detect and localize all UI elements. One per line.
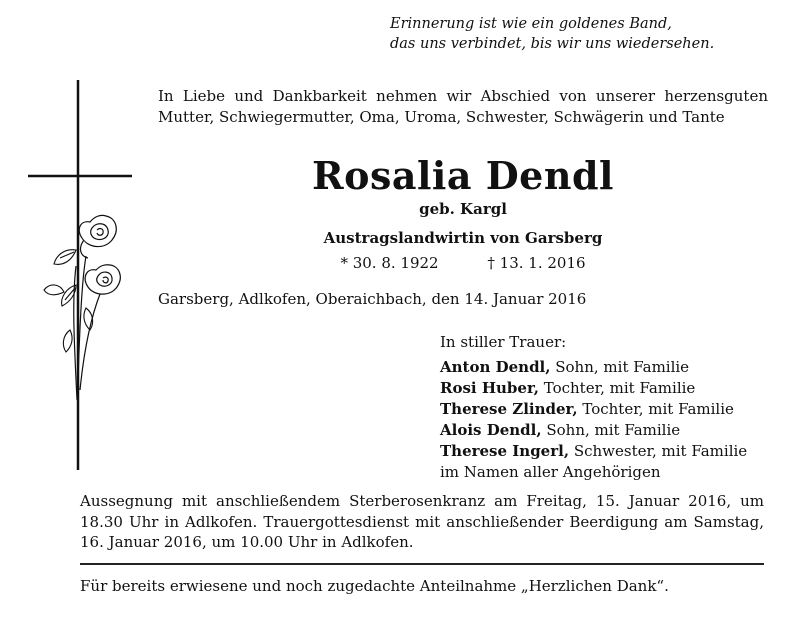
maiden-name: geb. Kargl [419, 200, 507, 218]
deceased-name: Rosalia Dendl [312, 153, 614, 198]
mourner-relation: Schwester, mit Familie [569, 442, 748, 460]
mourner-name: Therese Ingerl, [440, 442, 570, 460]
mourner-entry [440, 420, 747, 441]
life-dates [158, 254, 768, 272]
mourner-relation: Sohn, mit Familie [541, 421, 681, 439]
mourner-relation: Tochter, mit Familie [577, 400, 734, 418]
mourner-name: Rosi Huber, [440, 379, 539, 397]
mourner-name: Anton Dendl, [440, 358, 551, 376]
quote-line-2: das uns verbindet, bis wir uns wiedersehen. [390, 36, 715, 52]
death-date: † 13. 1. 2016 [487, 254, 586, 272]
occupation: Austragslandwirtin von Garsberg [323, 229, 603, 247]
divider [80, 563, 764, 565]
mourner-relation: Sohn, mit Familie [550, 358, 690, 376]
quote-line-1: Erinnerung ist wie ein goldenes Band, [390, 16, 672, 32]
funeral-details: Aussegnung mit anschließendem Sterberosenkranz am Freitag, 15. Januar 2016, um 18.30 Uhr in Adlkofen. Trauergottesdienst mit anschließender Beerdigung am Samstag, 16. Januar 2016, um 10.00 Uhr in Adlkofen. [80, 492, 764, 551]
mourner-name: Alois Dendl, [440, 421, 542, 439]
mourner-entry [440, 399, 747, 420]
mourners-block [440, 332, 747, 483]
mourner-relation: Tochter, mit Familie [538, 379, 696, 397]
memorial-quote [390, 14, 714, 54]
thanks-text: Für bereits erwiesene und noch zugedachte Anteilnahme „Herzlichen Dank“. [80, 577, 669, 595]
mourner-entry [440, 357, 747, 378]
mourner-entry [440, 378, 747, 399]
mourners-heading: In stiller Trauer: [440, 333, 567, 351]
place-date: Garsberg, Adlkofen, Oberaichbach, den 14. Januar 2016 [158, 290, 587, 308]
mourners-closing: im Namen aller Angehörigen [440, 463, 661, 481]
birth-date: * 30. 8. 1922 [340, 254, 439, 272]
intro-text: In Liebe und Dankbarkeit nehmen wir Abschied von unserer herzensguten Mutter, Schwiegermutter, Oma, Uroma, Schwester, Schwägerin und Tante [158, 87, 768, 126]
mourner-name: Therese Zlinder, [440, 400, 578, 418]
mourner-entry [440, 441, 747, 462]
cross-with-roses-icon [20, 80, 140, 475]
